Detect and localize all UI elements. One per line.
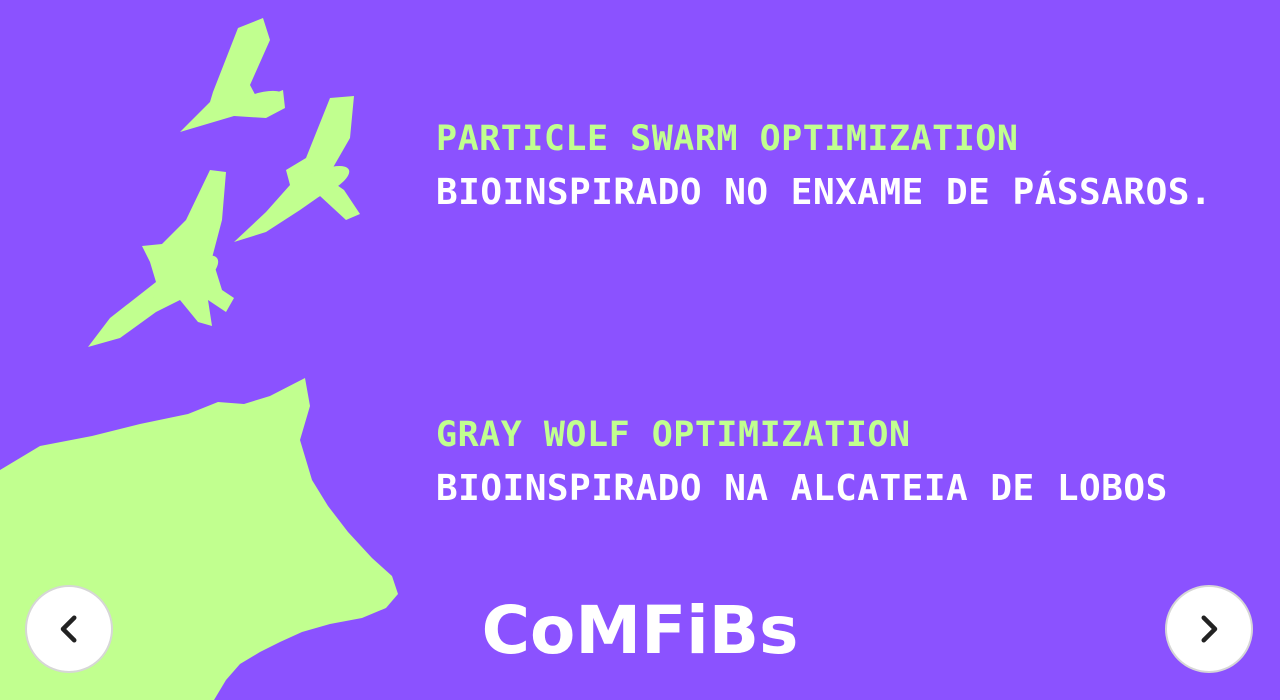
next-slide-button[interactable] (1165, 585, 1253, 673)
brand-title: CoMFiBs (481, 592, 799, 669)
chevron-right-icon (1191, 611, 1227, 647)
algorithm-item-gwo (436, 415, 1168, 509)
algorithm-description: BIOINSPIRADO NA ALCATEIA DE LOBOS (436, 468, 1168, 509)
algorithm-title: PARTICLE SWARM OPTIMIZATION (436, 119, 1019, 159)
bird-illustration-3 (88, 170, 234, 347)
algorithm-description: BIOINSPIRADO NO ENXAME DE PÁSSAROS. (436, 172, 1213, 213)
algorithm-title: GRAY WOLF OPTIMIZATION (436, 415, 911, 455)
bird-illustration-1 (180, 18, 285, 132)
algorithm-item-pso (436, 119, 1213, 213)
chevron-left-icon (51, 611, 87, 647)
bird-illustration-2 (234, 96, 360, 242)
previous-slide-button[interactable] (25, 585, 113, 673)
